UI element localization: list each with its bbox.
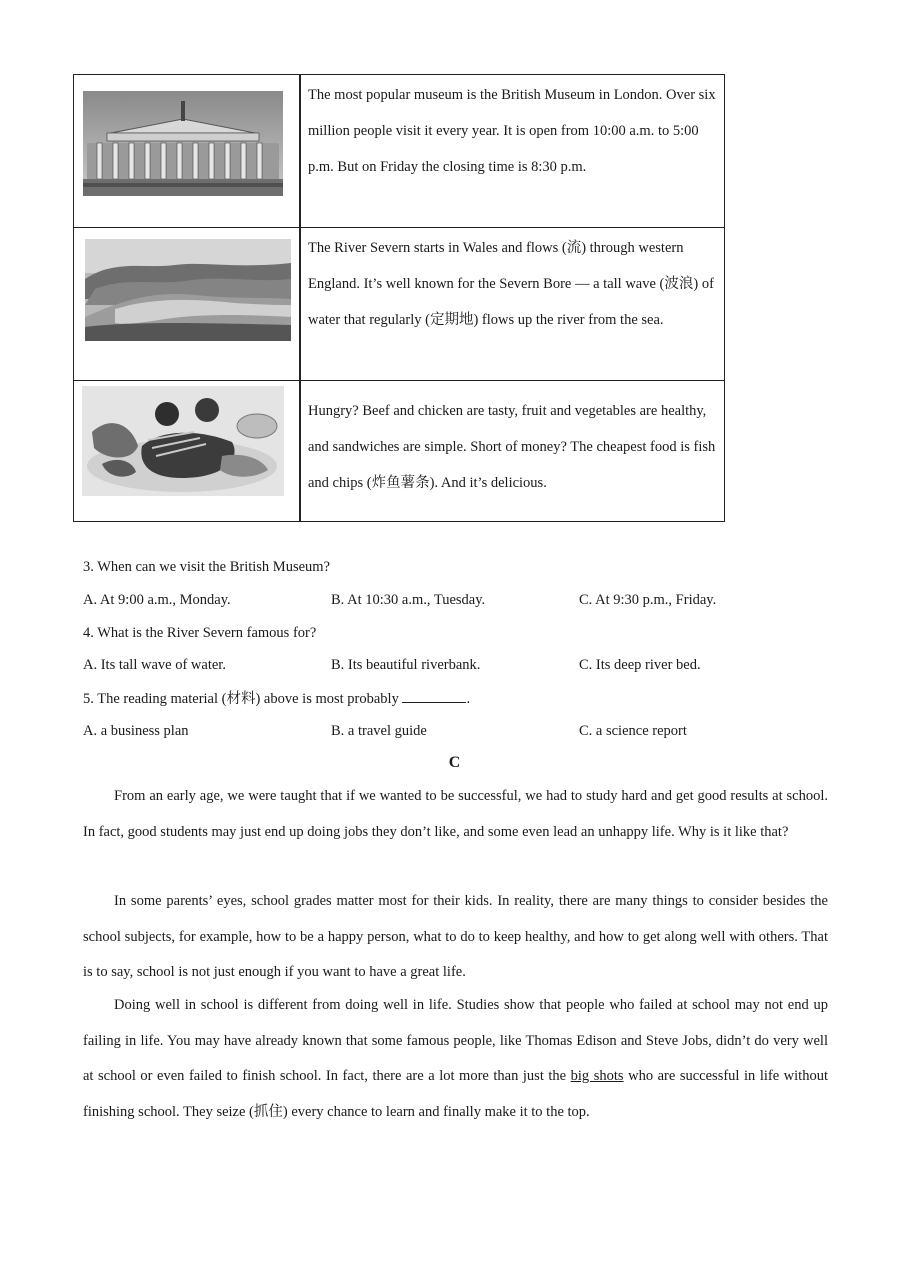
river-severn-photo	[85, 239, 291, 346]
question-5-option-a: A. a business plan	[83, 723, 189, 739]
question-3-option-b: B. At 10:30 a.m., Tuesday.	[331, 592, 486, 608]
question-3-option-a: A. At 9:00 a.m., Monday.	[83, 592, 231, 608]
british-museum-photo	[83, 91, 283, 201]
question-4-option-a: A. Its tall wave of water.	[83, 657, 226, 673]
underlined-phrase: big shots	[570, 1068, 624, 1084]
question-3-option-c: C. At 9:30 p.m., Friday.	[579, 592, 717, 608]
table-row	[74, 75, 724, 228]
passage-paragraph-1: From an early age, we were taught that if we wanted to be successful, we had to study hard and get good results at school. In fact, good students may just end up doing jobs they don’t like, and some even lead an unhappy life. Why is it like that?	[83, 788, 828, 840]
question-4-option-c: C. Its deep river bed.	[579, 657, 701, 673]
question-5-stem: 5. The reading material (材料) above is most probably .	[83, 688, 470, 709]
table-row	[74, 228, 724, 381]
table-row	[74, 381, 724, 521]
fish-and-chips-photo	[82, 386, 284, 501]
passage-paragraph-3: Doing well in school is different from doing well in life. Studies show that people who failed at school may not end up failing in life. You may have already known that some famous people, like Thomas Edison and Steve Jobs, didn’t do very well at school or even failed to finish school. In fact, there are a lot more than just the big shots who are successful in life without finishing school. They seize (抓住) every chance to learn and finally make it to the top.	[83, 997, 828, 1120]
section-heading: C	[448, 754, 461, 771]
question-4-option-b: B. Its beautiful riverbank.	[331, 657, 481, 673]
question-5-option-b: B. a travel guide	[331, 723, 427, 739]
river-description: The River Severn starts in Wales and flows (流) through western England. It’s well known for the Severn Bore — a tall wave (波浪) of water that regularly (定期地) flows up the river from the sea.	[308, 240, 714, 328]
question-3-stem: 3. When can we visit the British Museum?	[83, 559, 330, 575]
food-description: Hungry? Beef and chicken are tasty, fruit and vegetables are healthy, and sandwiches are simple. Short of money? The cheapest food is fish and chips (炸鱼薯条). And it’s delicious.	[308, 403, 716, 491]
question-4-stem: 4. What is the River Severn famous for?	[83, 625, 317, 641]
answer-blank	[402, 688, 466, 703]
museum-description: The most popular museum is the British Museum in London. Over six million people visit it every year. It is open from 10:00 a.m. to 5:00 p.m. But on Friday the closing time is 8:30 p.m.	[308, 87, 716, 175]
info-table	[73, 74, 725, 522]
passage-paragraph-2: In some parents’ eyes, school grades matter most for their kids. In reality, there are many things to consider besides the school subjects, for example, how to be a happy person, what to do to keep healthy, and how to get along well with others. That is to say, school is not just enough if you want to have a great life.	[83, 893, 828, 980]
question-5-option-c: C. a science report	[579, 723, 687, 739]
